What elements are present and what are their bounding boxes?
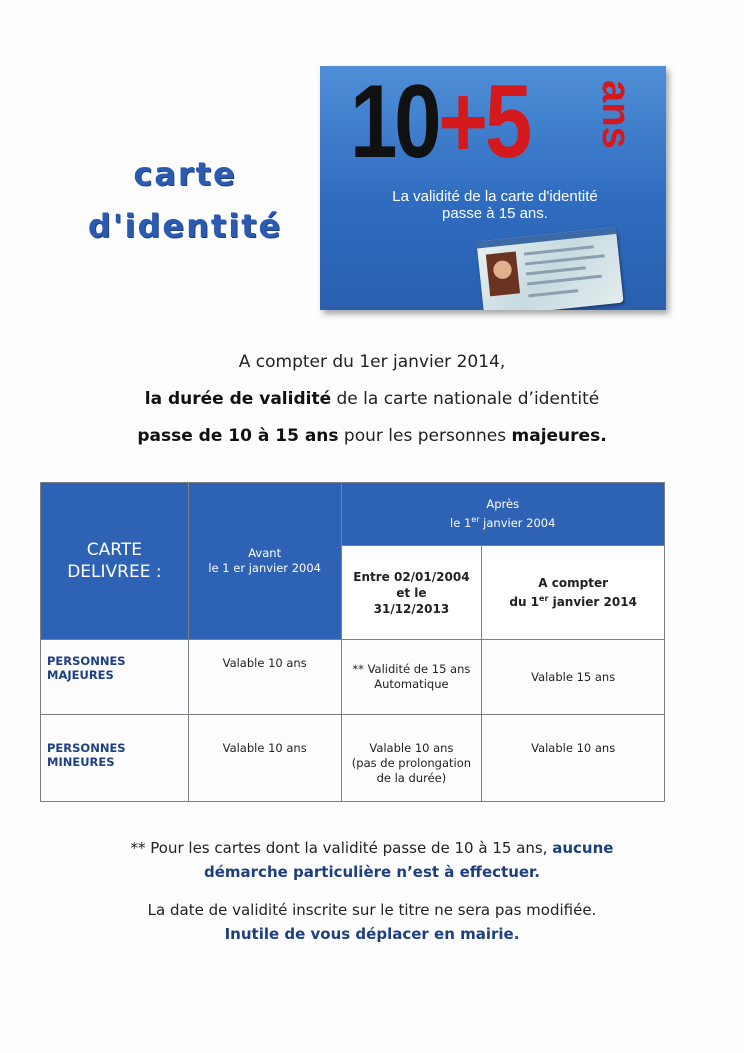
intro-line-1: A compter du 1er janvier 2014, — [238, 352, 506, 372]
banner-five: 5 — [484, 66, 529, 180]
footer-paragraph-2 — [40, 898, 704, 946]
header-a-compter-sup: er — [539, 594, 549, 603]
id-card-line — [527, 275, 602, 286]
validity-table — [40, 482, 665, 802]
footer-notes — [40, 836, 704, 946]
banner-caption — [340, 188, 650, 222]
header-a-compter-pre: du 1 — [509, 595, 540, 609]
banner-caption-line-1: La validité de la carte d'identité — [392, 188, 598, 205]
intro-text — [40, 344, 704, 455]
header-apres-line-1: Après — [486, 497, 520, 512]
footer-p2-line-2: Inutile de vous déplacer en mairie. — [224, 925, 520, 943]
cell-mineures-compter: Valable 10 ans — [482, 715, 665, 802]
row-label-majeures: PERSONNES MAJEURES — [41, 640, 189, 715]
intro-line-3 — [40, 418, 704, 455]
cell-mineures-entre-line-3: de la durée) — [376, 771, 447, 785]
banner-ans: ans — [594, 80, 638, 149]
footer-paragraph-1 — [40, 836, 704, 884]
intro-line-3-bold-2: majeures. — [511, 426, 607, 446]
header-apres-sup: er — [471, 515, 480, 525]
header-carte-line-2: DELIVREE : — [67, 562, 162, 582]
id-card-line — [528, 289, 578, 297]
id-card-photo — [486, 251, 520, 296]
id-card-line — [526, 266, 586, 275]
header-carte-line-1: CARTE — [86, 540, 142, 560]
cell-mineures-entre — [341, 715, 482, 802]
cell-majeures-avant: Valable 10 ans — [188, 640, 341, 715]
cell-mineures-entre-line-2: (pas de prolongation — [351, 756, 472, 770]
footer-p2-line-1: La date de validité inscrite sur le titre ne sera pas modifiée. — [147, 901, 597, 919]
intro-line-2-bold: la durée de validité — [144, 389, 332, 409]
header-entre-line-3: 31/12/2013 — [373, 601, 450, 616]
footer-p1-bold-2: démarche particulière n’est à effectuer. — [204, 863, 540, 881]
title-line-1: carte — [133, 155, 237, 193]
header-a-compter-line-1: A compter — [538, 576, 609, 590]
cell-majeures-entre-line-1: ** Validité de 15 ans — [352, 662, 471, 676]
intro-line-3-mid: pour les personnes — [338, 426, 512, 446]
intro-line-3-bold-1: passe de 10 à 15 ans — [137, 426, 339, 446]
header-entre-line-1: Entre 02/01/2004 — [353, 569, 470, 584]
banner-caption-line-2: passe à 15 ans. — [442, 205, 548, 222]
header-avant — [188, 483, 341, 640]
footer-p1-bold-1: aucune — [552, 839, 614, 857]
banner-ten: 10 — [350, 66, 439, 180]
footer-p1-normal: ** Pour les cartes dont la validité passe de 10 à 15 ans, — [130, 839, 553, 857]
id-card-stripe — [476, 227, 616, 249]
cell-majeures-compter: Valable 15 ans — [482, 640, 665, 715]
header-a-compter-line-2 — [482, 591, 664, 610]
header-entre — [341, 546, 482, 640]
cell-mineures-avant: Valable 10 ans — [188, 715, 341, 802]
row-label-mineures: PERSONNES MINEURES — [41, 715, 189, 802]
banner-big-number — [350, 66, 529, 180]
page-title — [60, 148, 310, 252]
intro-line-2-rest: de la carte nationale d’identité — [331, 389, 600, 409]
cell-majeures-entre-line-2: Automatique — [374, 677, 449, 691]
table-row — [41, 640, 665, 715]
header-apres-line-2 — [342, 512, 665, 531]
header-apres — [341, 483, 665, 546]
title-line-2: d'identité — [87, 207, 283, 245]
header-entre-line-2: et le — [396, 585, 427, 600]
header-apres-pre: le 1 — [450, 515, 472, 530]
table-row — [41, 715, 665, 802]
id-card-line — [524, 245, 594, 255]
validity-banner — [320, 66, 666, 310]
header-carte-delivree — [41, 483, 189, 640]
header-avant-line-1: Avant — [248, 546, 282, 560]
id-card-illustration — [476, 227, 623, 310]
banner-plus: + — [438, 66, 485, 180]
header-a-compter-post: janvier 2014 — [548, 595, 637, 609]
header-avant-line-2: le 1 er janvier 2004 — [208, 561, 321, 575]
cell-majeures-entre — [341, 640, 482, 715]
header-apres-post: janvier 2004 — [479, 515, 556, 530]
id-card-line — [525, 254, 605, 265]
cell-mineures-entre-line-1: Valable 10 ans — [369, 741, 454, 755]
intro-line-2 — [40, 381, 704, 418]
header-a-compter — [482, 546, 665, 640]
